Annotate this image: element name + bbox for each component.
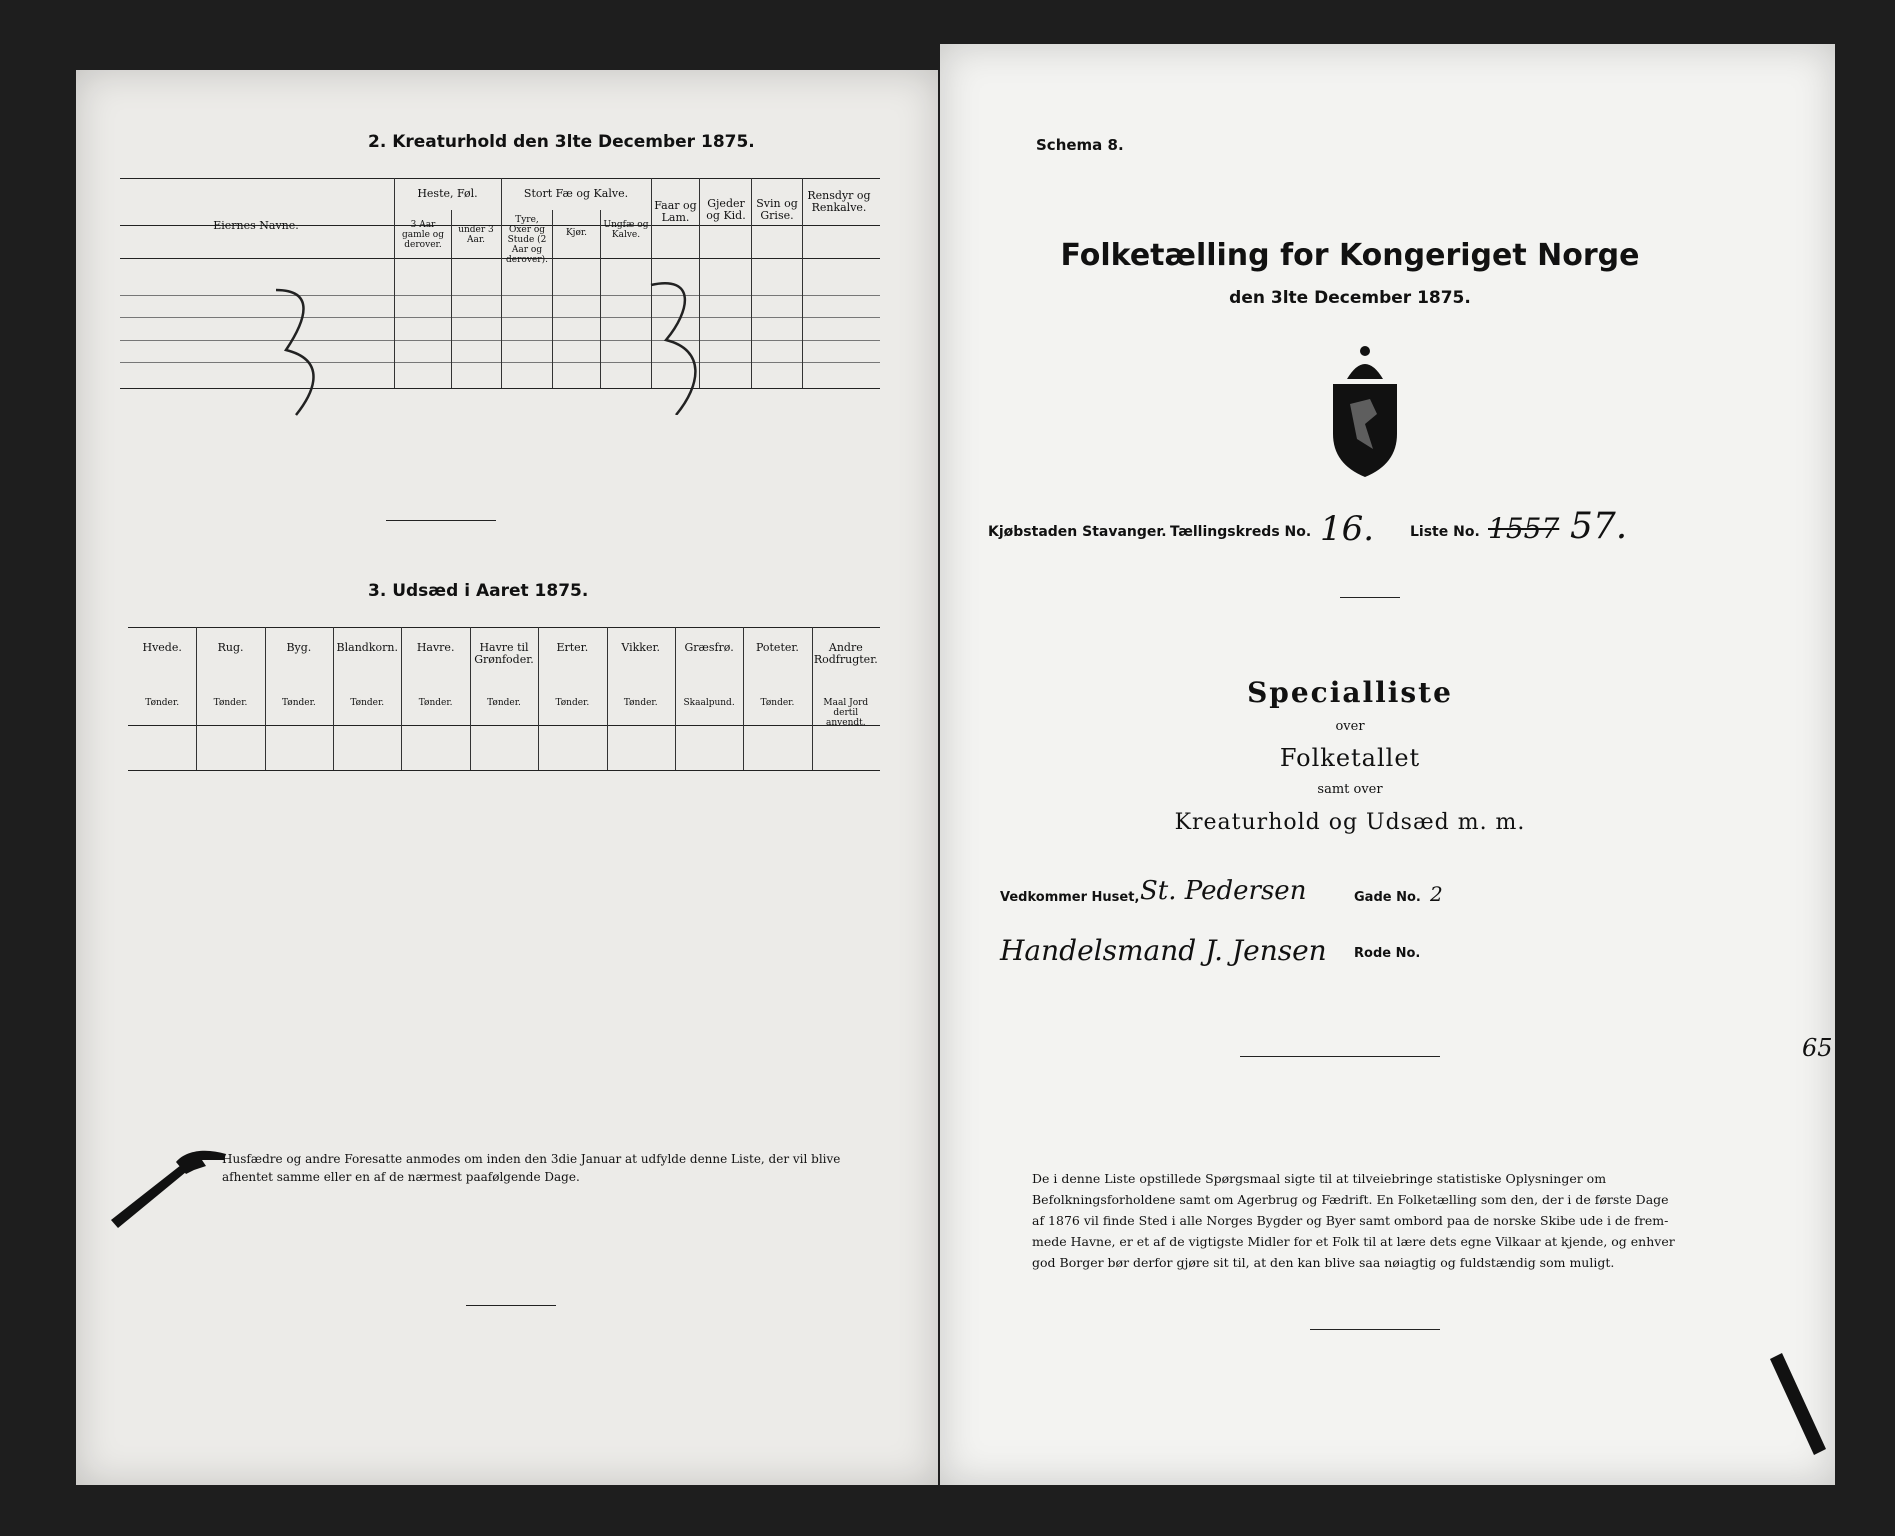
kjobstad-label: Kjøbstaden Stavanger. [988,524,1167,540]
crop-header: Vikker. [621,641,661,654]
liste-label: Liste No. [1410,524,1480,540]
left-page [76,70,938,1485]
crop-unit: Tønder. [555,698,590,708]
stort-fae-kjor: Kjør. [565,228,588,238]
crop-unit: Maal Jord dertil anvendt. [823,698,869,728]
stort-fae-header: Stort Fæ og Kalve. [523,187,629,200]
huset-handwritten: St. Pedersen [1140,876,1307,906]
crop-header: Havre til Grønfoder. [474,641,534,666]
right-page [940,44,1835,1485]
folketallet-heading: Folketallet [1279,744,1421,772]
heste-header: Heste, Føl. [417,187,478,200]
specialliste-heading: Specialliste [1247,676,1453,709]
section-3-title: 3. Udsæd i Aaret 1875. [368,581,589,601]
crop-header: Græsfrø. [684,641,734,654]
crop-unit: Tønder. [760,698,795,708]
crop-header: Havre. [416,641,455,654]
crop-header: Rug. [217,641,244,654]
handwritten-brace-mark [256,280,346,420]
crop-unit: Tønder. [487,698,521,708]
faar-header: Faar og Lam. [654,199,697,224]
owner-column-header: Eiernes Navne. [213,219,299,232]
margin-number: 65 [1802,1034,1833,1062]
kreds-value: 16. [1320,509,1375,549]
form-title: Folketælling for Kongeriget Norge [1060,238,1640,273]
stort-fae-tyre: Tyre, Oxer og Stude (2 Aar og derover). [506,215,548,265]
crop-header: Erter. [556,641,589,654]
pointing-hand-icon [1760,1349,1830,1459]
vedkommer-label: Vedkommer Huset, [1000,890,1140,905]
heste-sub-younger: under 3 Aar. [458,225,494,245]
svin-header: Svin og Grise. [756,197,798,222]
instructions-paragraph: De i denne Liste opstillede Spørgsmaal sigte til at tilveiebringe statistiske Oplysninger om Befolkningsforholdene samt om Agerbrug og Fædrift. En Folketælling som den, der i de første Dage af 1876 vil finde Sted i alle Norges Bygder og Byer samt ombord paa de norske Skibe ude i de frem- mede Havne, er et af de vigtigste Midler for et Folk til at lære dets egne Vilkaar at kjende, og enhver god Borger bør derfor gjøre sit til, at den kan blive saa nøiagtig og fuldstændig som muligt. [1032,1171,1675,1270]
liste-struck-value: 1557 [1488,512,1560,545]
samt-over-text: samt over [1317,782,1383,797]
form-date: den 3lte December 1875. [1229,288,1471,308]
crop-unit: Tønder. [623,698,658,708]
crop-unit: Tønder. [418,698,453,708]
crop-header: Byg. [286,641,312,654]
crop-unit: Tønder. [145,698,180,708]
section-2-title: 2. Kreaturhold den 3lte December 1875. [368,132,755,152]
pointing-hand-icon [106,1140,236,1230]
crop-header: Blandkorn. [336,641,398,654]
crop-unit: Tønder. [213,698,248,708]
rensdyr-header: Rensdyr og Renkalve. [807,189,871,214]
owner-handwritten: Handelsmand J. Jensen [1000,934,1327,967]
handwritten-brace-mark [636,275,726,415]
gjeder-header: Gjeder og Kid. [706,197,746,222]
crop-unit: Tønder. [350,698,385,708]
crop-header: Andre Rodfrugter. [813,641,878,666]
crop-header: Poteter. [755,641,799,654]
crop-unit: Skaalpund. [683,698,735,708]
crop-header: Hvede. [142,641,182,654]
heste-sub-older: 3 Aar gamle og derover. [402,220,444,250]
liste-value: 57. [1570,506,1628,547]
norwegian-coat-of-arms-icon [1325,339,1405,479]
gade-value: 2 [1430,882,1443,906]
kreaturhold-heading: Kreaturhold og Udsæd m. m. [1174,810,1526,835]
schema-label: Schema 8. [1036,136,1124,154]
gade-label: Gade No. [1354,890,1421,905]
kreds-label: Tællingskreds No. [1170,524,1312,540]
rode-label: Rode No. [1354,946,1421,961]
stort-fae-ungfae: Ungfæ og Kalve. [603,220,649,240]
over-text: over [1335,719,1365,734]
notice-text: Husfædre og andre Foresatte anmodes om inden den 3die Januar at udfylde denne Liste, der vil blive afhentet samme eller en af de nærmest paafølgende Dage. [222,1152,841,1184]
crop-unit: Tønder. [282,698,316,708]
